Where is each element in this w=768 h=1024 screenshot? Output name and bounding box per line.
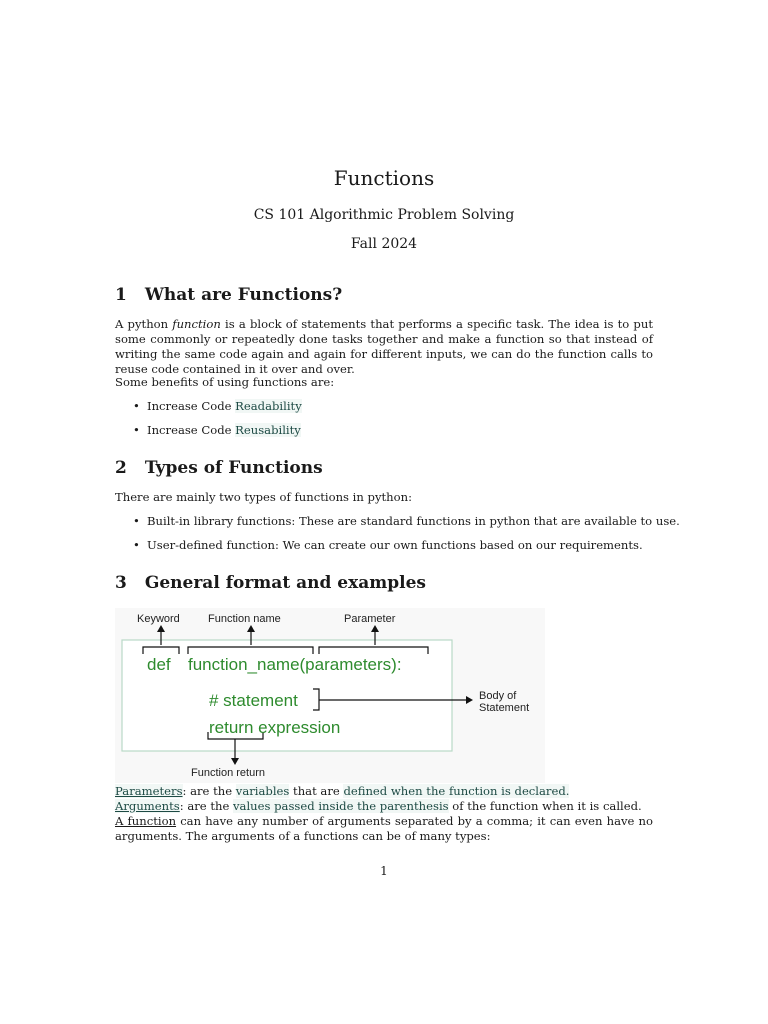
section-number: 1	[115, 285, 127, 305]
section-heading-3	[115, 573, 426, 593]
types-intro: There are mainly two types of functions in python:	[115, 490, 412, 504]
benefits-intro: Some benefits of using functions are:	[115, 375, 335, 389]
keyword-label: Keyword	[137, 613, 180, 625]
code-signature: function_name(parameters):	[188, 655, 402, 674]
section-number: 2	[115, 458, 127, 478]
function-name-label: Function name	[208, 613, 281, 625]
code-statement: # statement	[209, 691, 298, 710]
section-heading-1	[115, 285, 342, 305]
course-name: CS 101 Algorithmic Problem Solving	[253, 207, 515, 223]
code-def: def	[147, 655, 171, 674]
section-title: Types of Functions	[144, 458, 323, 478]
body-label-line1: Body of	[479, 690, 517, 702]
list-item: • Increase Code Readability	[133, 399, 302, 413]
parameters-term: Parameters	[115, 784, 183, 798]
arguments-term: Arguments	[115, 799, 180, 813]
section-title: What are Functions?	[144, 285, 343, 305]
section-title: General format and examples	[144, 573, 426, 593]
list-item: • Increase Code Reusability	[133, 423, 301, 437]
function-syntax-diagram	[115, 608, 545, 783]
list-item: • User-defined function: We can create our own functions based on our requirements.	[133, 538, 643, 552]
intro-paragraph: A python function is a block of statements that performs a specific task. The idea is to put some commonly or repeatedly done tasks together and make a function so that instead of writing the same code again and again for different inputs, we can do the function calls to reuse code contained in it over and over.	[115, 317, 653, 376]
arguments-note: A function can have any number of arguments separated by a comma; it can even have no arguments. The arguments of a functions can be of many types:	[115, 814, 653, 843]
parameters-definition: Parameters: are the variables that are defined when the function is declared.	[115, 784, 570, 798]
document-title: Functions	[333, 166, 435, 190]
function-return-label: Function return	[191, 767, 265, 779]
arguments-definition: Arguments: are the values passed inside the parenthesis of the function when it is called.	[115, 799, 642, 813]
parameter-label: Parameter	[344, 613, 396, 625]
body-label-line2: Statement	[479, 702, 530, 714]
code-return: return expression	[209, 718, 341, 737]
function-term: function	[172, 317, 221, 331]
page-number: 1	[380, 864, 388, 878]
term: Fall 2024	[350, 236, 418, 252]
list-item: • Built-in library functions: These are standard functions in python that are available to use.	[133, 514, 680, 528]
section-number: 3	[115, 573, 127, 593]
section-heading-2	[115, 458, 323, 478]
